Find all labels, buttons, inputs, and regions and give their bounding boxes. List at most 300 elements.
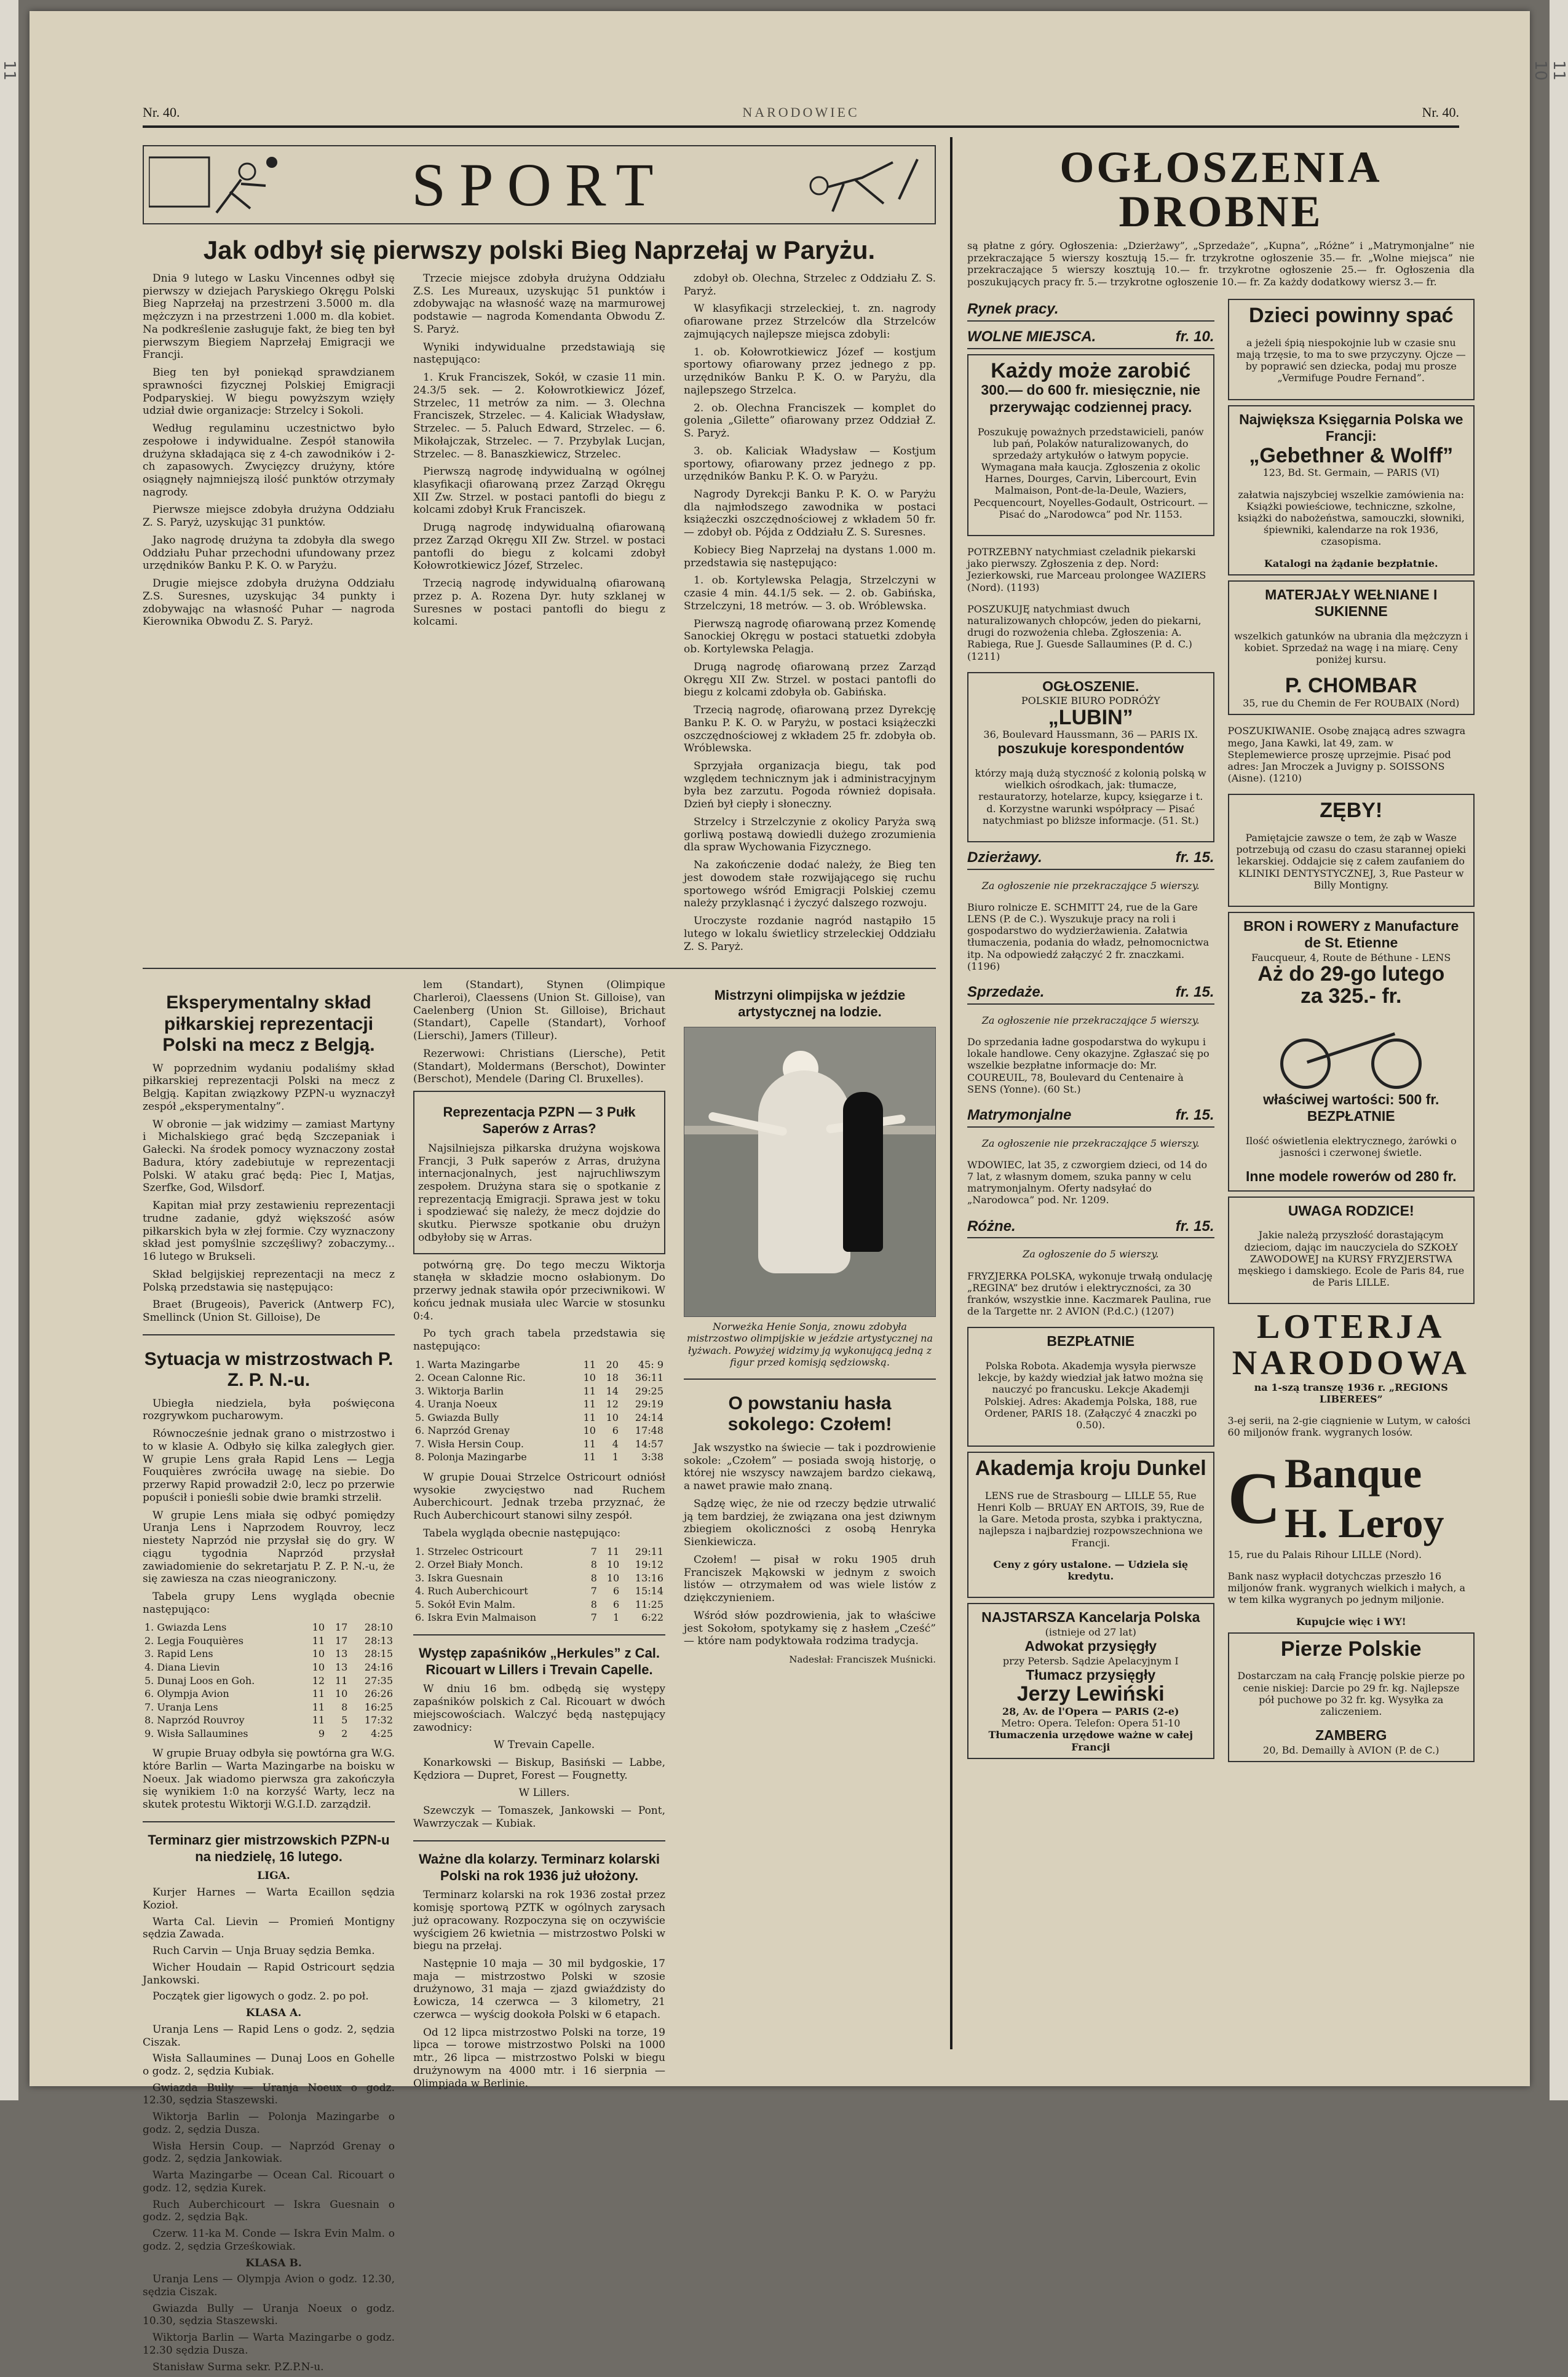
bookstore-address: 123, Bd. St. Germain, — PARIS (VI) <box>1262 467 1439 479</box>
table-row <box>413 1611 665 1624</box>
table-row <box>413 1398 665 1411</box>
travel-text: którzy mają dużą styczność z kolonią polską w wielkich ośrodkach, jak: tłumacze, restauratorzy, hotelarze, kupcy, księgarze i t. d. Korzystne warunki współpracy — Pisać natychmiast po bliższe informacje. (51. St.) <box>975 767 1206 826</box>
sale-subtitle: Za ogłoszenie nie przekraczające 5 wierszy. <box>981 1014 1200 1026</box>
running-paragraph: zdobył ob. Olechna, Strzelec z Oddziału Z. S. Paryż. <box>684 272 936 298</box>
running-paragraph: Według regulaminu uczestnictwo było zespołowe i indywidualne. Zespół stanowiła drużyna składająca się z 4-ch zawodników i 2-ch zapasowych. Zwycięzcy drużyny, które osiągnęły najmniejszą ilość punktów otrzymały nagrody. <box>143 422 395 499</box>
experimental-team-paragraph: W obronie — jak widzimy — zamiast Martyny i Michalskiego grać będą Szczepaniak i Gałecki. Na środek pomocy wyznaczony został Badura, który zadebiutuje w reprezentacji Polski. W ataku grać będą: Piec I, Matjas, Szerfke, God, Wilsdorf. <box>143 1118 395 1195</box>
bicycle-ad <box>1228 912 1475 1192</box>
stat-cell: 5 <box>341 1714 348 1726</box>
bike-wheel-front <box>1280 1038 1331 1089</box>
schedule-item: Kurjer Harnes — Warta Ecaillon sędzia Kozioł. <box>143 1886 395 1912</box>
schedule-item: Ruch Auberchicourt — Iskra Guesnain o godz. 2, sędzia Bąk. <box>143 2198 395 2224</box>
stat-cell: 13 <box>335 1661 348 1673</box>
sport-banner <box>143 145 936 224</box>
schedule-item: Warta Cal. Lievin — Promień Montigny sędzia Zawada. <box>143 1915 395 1941</box>
school-ad <box>1228 1196 1475 1305</box>
sokol-title: O powstaniu hasła sokolego: Czołem! <box>727 1393 892 1435</box>
stat-cell: 17:48 <box>635 1425 663 1437</box>
stat-cell: 10 <box>583 1425 596 1437</box>
chancellery-ad <box>967 1603 1214 1759</box>
stat-cell: 6:22 <box>641 1612 663 1624</box>
experimental-team-paragraph: Rezerwowi: Christians (Liersche), Petit (Standart), Moldermans (Berschot), Dowinter (Berschot), Mendele (Daring Cl. Bruxelles). <box>413 1047 665 1086</box>
sale-label: Sprzedaże. <box>967 984 1045 1001</box>
earnings-subtitle: 300.— do 600 fr. miesięcznie, nie przerywając codziennej pracy. <box>981 382 1201 415</box>
stat-cell: 10 <box>335 1688 348 1700</box>
classified-ads-columns <box>967 294 1475 1767</box>
stat-cell: 1 <box>613 1612 620 1624</box>
running-paragraph: Trzecią nagrodę indywidualną ofiarowaną przez p. A. Rozena Dyr. huty szklanej w Suresnes w postaci pantofli do biegu z kolcami. <box>413 577 665 628</box>
running-paragraph: 1. ob. Kortylewska Pelagja, Strzelczyni w czasie 4 min. 44.1/5 sek. — 2. ob. Gabińska, Strzelczyni, 18 metrów. — 3. ob. Wróblewska. <box>684 574 936 612</box>
sokol-paragraph: Jak wszystko na świecie — tak i pozdrowienie sokole: „Czołem” — posiada swoją historję, o której nie wszyscy nawzajem bardzo ciekawą, a nawet prawie mało znaną. <box>684 1441 936 1493</box>
stat-cell: 29:25 <box>635 1385 663 1397</box>
team-name-cell: 8. Naprzód Rouvroy <box>145 1714 245 1726</box>
feathers-ad <box>1228 1632 1475 1762</box>
fallen-athlete-illustration-icon <box>782 150 924 219</box>
sport-title: SPORT <box>411 150 667 219</box>
bicycle-icon <box>1271 1013 1431 1086</box>
running-paragraph: 3. ob. Kaliciak Władysław — Kostjum sportowy, ofiarowany przez jednego z pp. urzędników Banku P. K. O. w Paryżu. <box>684 445 936 483</box>
championship-title: Sytuacja w mistrzostwach P. Z. P. N.-u. <box>144 1348 394 1391</box>
earnings-title: Każdy może zarobić <box>991 358 1191 382</box>
stat-cell: 7 <box>590 1545 597 1557</box>
light-text: Ilość oświetlenia elektrycznego, żarówki o jasności i czerwonej świetle. <box>1245 1134 1457 1158</box>
section-divider <box>413 1840 665 1841</box>
parents-title: UWAGA RODZICE! <box>1288 1202 1414 1219</box>
parents-text: Jakie należą przyszłość dorastającym dzieciom, dając im nauczyciela do SZKOŁY ZAWODOWEJ na KURSY FRYZJERSTWA męskiego i damskiego. Ecole de Paris 84, rue de Paris LILLE. <box>1238 1229 1465 1289</box>
free-places-heading <box>967 326 1214 349</box>
schedule-item: Wiktorja Barlin — Polonja Mazingarbe o godz. 2, sędzia Dusza. <box>143 2111 395 2136</box>
sale-ad-text: Do sprzedania ładne gospodarstwa do wykupu i lokale handlowe. Ceny okazyjne. Zgłaszać się po wszelkie bezpłatne informacje do: Mr. COUREUIL, 78, Boulevard du Centenaire à SENS (Yonne). (60 St.) <box>967 1036 1210 1095</box>
team-name-cell: 9. Wisła Sallaumines <box>145 1727 248 1739</box>
stat-cell: 24:16 <box>364 1661 393 1673</box>
bookstore-ad <box>1228 405 1475 575</box>
section-divider <box>143 968 936 969</box>
stat-cell: 14:57 <box>635 1438 663 1450</box>
bank-c-icon: C <box>1227 1457 1281 1540</box>
newspaper-sheet <box>30 11 1530 2373</box>
table-row <box>413 1545 665 1559</box>
bike-address: Faucqueur, 4, Route de Béthune - LENS <box>1251 952 1451 964</box>
feathers-title: Pierze Polskie <box>1280 1637 1422 1661</box>
misc-subtitle: Za ogłoszenie do 5 wierszy. <box>1023 1248 1159 1260</box>
section-divider <box>143 1821 395 1822</box>
stat-cell: 28:15 <box>364 1648 393 1660</box>
running-paragraph: Wyniki indywidualne przedstawiają się następująco: <box>413 341 665 366</box>
running-paragraph: Kobiecy Bieg Naprzełaj na dystans 1.000 m. przedstawia się następująco: <box>684 544 936 569</box>
table-row <box>143 1661 395 1674</box>
stat-cell: 10 <box>312 1648 325 1660</box>
team-name-cell: 6. Naprzód Grenay <box>415 1425 510 1437</box>
figure-skater-photo <box>684 1027 936 1317</box>
stat-cell: 12 <box>312 1674 325 1687</box>
schedule-item: Gwiazda Bully — Uranja Noeux o godz. 12.30, sędzia Staszewski. <box>143 2081 395 2107</box>
misc-label: Różne. <box>967 1217 1016 1235</box>
team-name-cell: 4. Uranja Noeux <box>415 1398 497 1410</box>
lawyer-place: przy Petersb. Sądzie Apelacyjnym I <box>1002 1655 1179 1667</box>
background-skater <box>843 1092 883 1252</box>
sport-section <box>143 145 936 2373</box>
translator-title: Tłumacz przysięgły <box>1026 1666 1156 1683</box>
stat-cell: 9 <box>318 1727 325 1739</box>
experimental-team-paragraph: Kapitan miał przy zestawieniu reprezentacji trudne zadanie, gdyż większość asów piłkarskich była w złej formie. Czy wyznaczony skład jest pomyślnie szczęśliwy? zobaczymy... 16 lutego w Brukseli. <box>143 1200 395 1264</box>
stat-cell: 11 <box>583 1385 596 1397</box>
stat-cell: 19:12 <box>635 1559 663 1571</box>
free-lessons-text: Polska Robota. Akademja wysyła pierwsze lekcje, by każdy wiedział jak łatwo można się nauczyć po francusku. Lekcje Akademji Polskiej. Adres: Akademja Polska, 188, rue Ordener, PARIS 18. (Załączyć 4 znaczki po 0.50). <box>978 1360 1203 1431</box>
wanted-person-ad: POSZUKIWANIE. Osobę znającą adres szwagra mego, Jana Kawki, lat 49, zam. w Steplemewierce proszę uprzejmie. Pisać pod adres: Jan Mroczek a Juvigny p. SOISSONS (Aisne). (1210) <box>1227 725 1466 785</box>
light-title: BEZPŁATNIE <box>1307 1108 1395 1125</box>
lease-ad-text: Biuro rolnicze E. SCHMITT 24, rue de la Gare LENS (P. de C.). Wyszukuje pracy na roli i gospodarstwo do wydzierżawienia. Załatwia tłumaczenia, podania do władz, pełnomocnictwa itp. Na odpowiedź załączyć 2 fr. znaczkami. (1196) <box>967 901 1210 972</box>
bike-wheel-back <box>1371 1038 1422 1089</box>
free-places-label: WOLNE MIEJSCA. <box>967 328 1096 345</box>
running-paragraph: Drugie miejsce zdobyła drużyna Oddziału Z.S. Suresnes, uzyskując 34 punkty i zdobywając na własność Puhar — nagroda Kierownika Obwodu Z. S. Paryż. <box>143 577 395 628</box>
team-name-cell: 8. Polonja Mazingarbe <box>415 1451 527 1463</box>
section-divider <box>413 1634 665 1635</box>
championship-paragraph: Równocześnie jednak grano o mistrzostwo i to w klasie A. Odbyło się kilka zaległych gier. W grupie Lens grała Rapid Lens — Legja Fouquières zwróciła uwagę na siebie. Do przerwy Rapid prowadził 2:0, lecz po przerwie popuścił i ponieśli sobie dwie bramki strzelił. <box>143 1428 395 1504</box>
running-paragraph: Drugą nagrodę indywidualną ofiarowaną przez Zarząd Okręgu XII Zw. Strzel. w postaci pantofli do biegu z kolcami zdobył Kołowrotkiewicz Józef, Strzelec. <box>413 521 665 572</box>
stat-cell: 8 <box>590 1572 597 1584</box>
feathers-address: 20, Bd. Demailly à AVION (P. de C.) <box>1263 1744 1439 1756</box>
stat-cell: 7 <box>590 1585 597 1597</box>
schedule-item: Czerw. 11-ka M. Conde — Iskra Evin Malm. o godz. 2, sędzia Grześkowiak. <box>143 2228 395 2253</box>
travel-name: „LUBIN” <box>1048 705 1133 729</box>
team-name-cell: 5. Dunaj Loos en Goh. <box>145 1674 255 1687</box>
matrimonial-heading <box>967 1105 1214 1128</box>
skater-figure <box>758 1070 850 1273</box>
schedule-item: Wicher Houdain — Rapid Ostricourt sędzia Jankowski. <box>143 1961 395 1987</box>
wool-ad <box>1228 580 1475 716</box>
table-row <box>413 1424 665 1438</box>
stat-cell: 11 <box>606 1545 620 1557</box>
running-paragraph: Trzecią nagrodę, ofiarowaną przez Dyrekcję Banku P. K. O. w Paryżu, w postaci książeczki oszczędnościowej z wkładem 25 fr. zdobyła ob. Wróblewska. <box>684 704 936 755</box>
stat-cell: 6 <box>613 1585 620 1597</box>
stat-cell: 17 <box>335 1621 348 1634</box>
schedule-item: LIGA. <box>257 1870 290 1883</box>
table-row <box>143 1701 395 1714</box>
stat-cell: 26:26 <box>364 1688 393 1700</box>
classified-ads-section <box>967 145 1475 2051</box>
ads-column-left <box>967 294 1214 1767</box>
lower-sport-column-1 <box>143 979 395 2377</box>
matrimonial-subtitle: Za ogłoszenie nie przekraczające 5 wierszy. <box>981 1137 1200 1149</box>
stat-cell: 10 <box>312 1621 325 1634</box>
stat-cell: 10 <box>606 1411 619 1423</box>
championship-paragraph: W grupie Lens miała się odbyć pomiędzy Uranja Lens i Naprzodem Rouvroy, lecz niestety Naprzód nie przysłał się do gry. W ciągu tygodnia Naprzód przysłał zawiadomienie do sekretarjatu P. Z. P. N.-u, że się zawiesza na czas nieograniczony. <box>143 1509 395 1586</box>
travel-address: 36, Boulevard Haussmann, 36 — PARIS IX. <box>983 729 1198 741</box>
team-name-cell: 6. Iskra Evin Malmaison <box>415 1612 537 1624</box>
schedule-list <box>143 1870 395 2373</box>
wrestling-paragraph: Szewczyk — Tomaszek, Jankowski — Pont, Wawrzyczak — Kubiak. <box>413 1805 665 1830</box>
running-column-2 <box>413 272 665 958</box>
table-row <box>143 1687 395 1701</box>
lease-subtitle: Za ogłoszenie nie przekraczające 5 wierszy. <box>981 879 1200 892</box>
running-column-1 <box>143 272 395 958</box>
stat-cell: 11 <box>312 1688 325 1700</box>
children-sleep-ad <box>1228 299 1475 400</box>
stat-cell: 10 <box>583 1372 596 1384</box>
wrestling-location: W Lillers. <box>518 1787 570 1800</box>
running-paragraph: Bieg ten był poniekąd sprawdzianem sprawności fizycznej Polskiej Emigracji Podparyskiej. W biegu powyższym wzięły udział dwie organizacje: Strzelcy i Sokoli. <box>143 366 395 417</box>
section-divider <box>684 1378 936 1380</box>
lower-sport-column-3 <box>684 979 936 2377</box>
stat-cell: 1 <box>612 1451 619 1463</box>
stat-cell: 36:11 <box>635 1372 663 1384</box>
championship-paragraph: Tabela wygląda obecnie następująco: <box>423 1527 621 1540</box>
douai-group-table <box>413 1545 665 1624</box>
stat-cell: 6 <box>612 1425 619 1437</box>
running-paragraph: 1. Kruk Franciszek, Sokół, w czasie 11 min. 24.3/5 sek. — 2. Kołowrotkiewicz Józef, Strzelec, 11 metrów za nim. — 3. Olechna Franciszek, Strzelec. — 4. Kaliciak Władysław, Strzelec. — 5. Paluch Edward, Strzelec. — 6. Mikołajczak, Strzelec. — 7. Przybylak Lucjan, Strzelec. — 8. Banaszkiewicz, Strzelec. <box>413 371 665 461</box>
experimental-team-paragraph: Skład belgijskiej reprezentacji na mecz z Polską przedstawia się następująco: <box>143 1268 395 1294</box>
schedule-item: Ruch Carvin — Unja Bruay sędzia Bemka. <box>152 1945 375 1958</box>
table-row <box>413 1411 665 1425</box>
team-name-cell: 1. Warta Mazingarbe <box>415 1358 520 1370</box>
stat-cell: 11 <box>583 1411 596 1423</box>
sale-price: fr. 15. <box>1175 984 1214 1001</box>
photo-title: Mistrzyni olimpijska w jeździe artystycznej na lodzie. <box>714 987 906 1020</box>
classified-ads-title: OGŁOSZENIA DROBNE <box>1059 143 1382 236</box>
stat-cell: 11 <box>583 1451 596 1463</box>
stat-cell: 20 <box>606 1358 619 1370</box>
running-paragraph: Uroczyste rozdanie nagród nastąpiło 15 lutego w lokalu świetlicy strzeleckiej Oddziału Z. S. Paryż. <box>684 915 936 953</box>
schedule-item: Wiktorja Barlin — Warta Mazingarbe o godz. 12.30 sędzia Dusza. <box>143 2332 395 2357</box>
misc-ad-text: FRYZJERKA POLSKA, wykonuje trwałą ondulację „REGINA” bez drutów i elektryczności, za 30 franków, wszystkie inne. Kaczmarek Paulina, rue de la Targette nr. 2 AVION (P.d.C.) (1207) <box>967 1270 1213 1318</box>
lower-sport-columns <box>143 979 936 2377</box>
bike-title: BRON i ROWERY z Manufacture de St. Etienne <box>1243 917 1459 951</box>
free-places-price: fr. 10. <box>1175 328 1214 345</box>
classified-ads-intro: są płatne z góry. Ogłoszenia: „Dzierżawy”, „Sprzedaże”, „Kupna”, „Różne” i „Matrymonjalne” nie przekraczające 5 wierszy kosztują 15.— fr. trzykrotne ogłoszenie 35.— fr. „Wolne miejsca” nie przekraczające 5 wierszy kosztują 10.— fr. trzykrotne ogłoszenie 25.— fr. Ogłoszenia dla poszukujących pracy fr. 5.— trzykrotne ogłoszenie 10.— fr. Za każdy dodatkowy wiersz 3.— fr. <box>967 240 1475 288</box>
stat-cell: 11 <box>312 1634 325 1647</box>
pzpn-box <box>413 1091 665 1254</box>
dental-clinic-ad <box>1228 794 1475 907</box>
stat-cell: 11 <box>583 1438 596 1450</box>
running-paragraph: Strzelcy i Strzelczynie z okolicy Paryża swą gorliwą postawą dowiedli dużego zrozumienia dla spraw Wychowania Fizycznego. <box>684 815 936 854</box>
football-illustration-icon <box>149 150 290 219</box>
bank-name: Banque H. Leroy <box>1285 1449 1444 1547</box>
team-name-cell: 2. Orzeł Biały Monch. <box>415 1559 523 1571</box>
stat-cell: 11 <box>583 1358 596 1370</box>
stat-cell: 4:25 <box>371 1727 393 1739</box>
earnings-body: Poszukuję poważnych przedstawicieli, panów lub pań, Polaków naturalizowanych, do sprzedaży artykułów o łatwym popycie. Wymagana mała kaucja. Zgłoszenia z okolic Harnes, Dourges, Carvin, Libercourt, Evin Malmaison, Pont-de-la-Deule, Waziers, Pecquencourt, Noyelles-Godault, Ostricourt. — Pisać do „Narodowca” pod Nr. 1153. <box>973 425 1208 520</box>
team-name-cell: 4. Ruch Auberchicourt <box>415 1585 528 1597</box>
right-ruler: 11 10 <box>1550 0 1568 2100</box>
running-paragraph: 1. ob. Kołowrotkiewicz Józef — kostjum sportowy ofiarowany przez jednego z pp. urzędników Banku P. K. O. w Paryżu, dla najlepszego Strzelca. <box>684 346 936 397</box>
lottery-title: LOTERJA NARODOWA <box>1232 1308 1470 1383</box>
teeth-text: Pamiętajcie zawsze o tem, że ząb w Wasze potrzebują od czasu do czasu starannej opieki lekarskiej. Oddajcie się z całem zaufaniem do KLINIKI DENTYSTYCZNEJ, 3, Rue Pasteur w Billy Montigny. <box>1236 831 1467 891</box>
championship-paragraph: Ubiegła niedziela, była poświęcona rozgrywkom pucharowym. <box>143 1397 395 1423</box>
translator-contact: Metro: Opera. Telefon: Opera 51-10 <box>1001 1717 1181 1730</box>
translator-address: 28, Av. de l'Opera — PARIS (2-e) <box>1002 1705 1179 1717</box>
cyclists-paragraph: Od 12 lipca mistrzostwo Polski na torze, 19 lipca — torowe mistrzostwo Polski na 1000 mtr., 26 lipca — mistrzostwo Polski w biegu drużynowym na 4000 mtr. i 16 sierpnia — Olimpjada w Berlinie. <box>413 2026 665 2090</box>
championship-paragraph: potwórną grę. Do tego meczu Wiktorja stanęła w składzie mocno osłabionym. Do przerwy jednak stawiła opór przeciwnikowi. W końcu jednak musiała ulec Warcie w stosunku 0:4. <box>413 1259 665 1323</box>
wrestling-title: Występ zapaśników „Herkules” z Cal. Ricouart w Lillers i Trevain Capelle. <box>418 1645 660 1677</box>
chancellery-title: NAJSTARSZA Kancelarja Polska <box>981 1609 1200 1626</box>
bruay-group-table <box>413 1358 665 1464</box>
running-paragraph: Sprzyjała organizacja biegu, tak pod względem technicznym jak i administracyjnym była bez zarzutu. Pogoda również dopisała. Dzień był ciepły i słoneczny. <box>684 759 936 811</box>
schedule-item: Warta Mazingarbe — Ocean Cal. Ricouart o godz. 12, sędzia Kurek. <box>143 2169 395 2194</box>
section-divider <box>143 1334 395 1335</box>
table-title: Tabela grupy Lens wygląda obecnie następująco: <box>143 1590 395 1616</box>
academy-title: Akademja kroju Dunkel <box>975 1457 1206 1481</box>
bike-value: właściwej wartości: 500 fr. <box>1263 1091 1439 1107</box>
bike-price-line: Aż do 29-go lutego <box>1257 962 1445 986</box>
wool-text: wszelkich gatunków na ubrania dla mężczyzn i kobiet. Sprzedaż na wagę i na miarę. Ceny poniżej kursu. <box>1234 630 1468 666</box>
page-number-right: Nr. 40. <box>1422 105 1459 120</box>
team-name-cell: 5. Sokół Evin Malm. <box>415 1598 516 1610</box>
stat-cell: 13:16 <box>635 1572 663 1584</box>
team-name-cell: 3. Wiktorja Barlin <box>415 1385 504 1397</box>
stat-cell: 17:32 <box>364 1714 393 1726</box>
stat-cell: 18 <box>606 1372 619 1384</box>
table-row <box>413 1385 665 1398</box>
running-paragraph: Pierwsze miejsce zdobyła drużyna Oddziału Z. S. Paryż, uzyskując 31 punktów. <box>143 504 395 529</box>
stat-cell: 3:38 <box>641 1451 663 1463</box>
author-note: Nadesłał: Franciszek Muśnicki. <box>789 1653 936 1665</box>
running-paragraph: Pierwszą nagrodę indywidualną w ogólnej klasyfikacji ofiarowaną przez Zarząd Okręgu XII Zw. Strzel. w postaci pantofli do biegu z kolcami zdobył Kruk Franciszek. <box>413 465 665 516</box>
travel-subtitle: POLSKIE BIURO PODRÓŻY <box>1021 695 1160 707</box>
team-name-cell: 2. Ocean Calonne Ric. <box>415 1372 526 1384</box>
translator-text: Tłumaczenia urzędowe ważne w całej Francji <box>988 1729 1194 1753</box>
ads-column-right <box>1228 294 1475 1767</box>
translator-name: Jerzy Lewiński <box>1016 1682 1165 1706</box>
page-divider <box>950 137 952 2049</box>
schedule-title: Terminarz gier mistrzowskich PZPN-u na niedzielę, 16 lutego. <box>148 1832 390 1864</box>
team-name-cell: 6. Olympja Avion <box>145 1688 229 1700</box>
free-lessons-title: BEZPŁATNIE <box>1047 1333 1135 1350</box>
wrestling-paragraph: W dniu 16 bm. odbędą się występy zapaśników polskich z Cal. Ricouart w dwóch miejscowościach. Walczyć będą następujący zawodnicy: <box>413 1683 665 1734</box>
team-name-cell: 3. Rapid Lens <box>145 1648 213 1660</box>
running-article-columns <box>143 272 936 958</box>
experimental-team-title: Eksperymentalny skład piłkarskiej reprezentacji Polski na mecz z Belgją. <box>162 992 375 1056</box>
team-name-cell: 1. Strzelec Ostricourt <box>415 1545 523 1557</box>
stat-cell: 11:25 <box>635 1598 663 1610</box>
schedule-item: Stanisław Surma sekr. P.Z.P.N-u. <box>152 2360 324 2373</box>
schedule-item: Wisła Hersin Coup. — Naprzód Grenay o godz. 2, sędzia Jankowiak. <box>143 2140 395 2165</box>
table-row <box>143 1634 395 1648</box>
running-paragraph: Trzecie miejsce zdobyła drużyna Oddziału Z.S. Les Mureaux, uzyskując 51 punktów i zdobywając na własność wazę na marmurowej podstawie — nagroda Komendanta Obwodu Z. S. Paryż. <box>413 272 665 336</box>
stat-cell: 12 <box>606 1398 619 1410</box>
table-row <box>413 1558 665 1572</box>
stat-cell: 15:14 <box>635 1585 663 1597</box>
pzpn-paragraph: Najsilniejsza piłkarska drużyna wojskowa Francji, 3 Pułk saperów z Arras, drużyna internacjonalnych, jest najruchliwszym zespołem. Drużyna stara się o spotkanie z reprezentacją Emigracji. Sprawa jest w toku i spodziewać się należy, że mecz dojdzie do skutku. Pierwsze spotkanie obu drużyn odbyłoby się w Arras. <box>418 1142 660 1244</box>
bookstore-catalog: Katalogi na żądanie bezpłatnie. <box>1264 557 1438 569</box>
newspaper-name: NARODOWIEC <box>742 105 860 120</box>
schedule-item: KLASA A. <box>245 2007 302 2020</box>
matrimonial-ad-text: WDOWIEC, lat 35, z czworgiem dzieci, od 14 do 7 lat, z własnym domem, szuka panny w celu matrymonjalnym. Oferty nadsyłać do „Narodowca” pod. Nr. 1209. <box>967 1158 1208 1206</box>
stat-cell: 28:10 <box>364 1621 393 1634</box>
stat-cell: 28:13 <box>364 1634 393 1647</box>
stat-cell: 8 <box>590 1598 597 1610</box>
team-name-cell: 3. Iskra Guesnain <box>415 1572 503 1584</box>
cyclists-paragraph: Terminarz kolarski na rok 1936 został przez komisję sportową PZTK w ogólnych zarysach już opracowany. Rozpoczyna się on oczywiście wyścigiem 26 kwietnia — mistrzostwo Polski w biegu na przełaj. <box>413 1889 665 1953</box>
stat-cell: 13 <box>335 1648 348 1660</box>
boys-wanted-ad: POSZUKUJĘ natychmiast dwuch naturalizowanych chłopców, jeden do piekarni, drugi do rozwożenia chleba. Zgłoszenia: A. Rabiega, Rue J. Guesde Sallaumines (P. d. C.) (1211) <box>967 603 1202 662</box>
sale-heading <box>967 982 1214 1005</box>
running-paragraph: W klasyfikacji strzeleckiej, t. zn. nagrody ofiarowane przez Strzelców dla Strzelców zajmujących najlepsze miejsca zdobyli: <box>684 303 936 341</box>
table-row <box>413 1438 665 1451</box>
sokol-paragraph: Sądzę więc, że nie od rzeczy będzie utrwalić ją tem bardziej, że związana ona jest dziwnym zbiegiem okoliczności z osobą Henryka Sienkiewicza. <box>684 1497 936 1549</box>
team-name-cell: 1. Gwiazda Lens <box>145 1621 227 1634</box>
schedule-item: Uranja Lens — Rapid Lens o godz. 2, sędzia Ciszak. <box>143 2023 395 2049</box>
table-row <box>143 1674 395 1688</box>
bookstore-name: „Gebethner & Wolff” <box>1249 443 1454 467</box>
table-row <box>143 1621 395 1634</box>
stat-cell: 11 <box>312 1701 325 1713</box>
stat-cell: 11 <box>583 1398 596 1410</box>
lease-heading <box>967 847 1214 870</box>
stat-cell: 7 <box>590 1612 597 1624</box>
children-sleep-text: a jeżeli śpią niespokojnie lub w czasie snu mają trzęsie, to ma to swe przyczyny. Ojcze — by poprawić sen dziecka, podaj mu prosze „Vermifuge Poudre Fernand”. <box>1236 336 1466 384</box>
wrestling-location: W Trevain Capelle. <box>493 1739 595 1752</box>
experimental-team-paragraph: Braet (Brugeois), Paverick (Antwerp FC), Smellinck (Union St. Gilloise), De <box>143 1299 395 1324</box>
other-models: Inne modele rowerów od 280 fr. <box>1245 1168 1457 1185</box>
stat-cell: 29:11 <box>635 1545 663 1557</box>
photo-caption: Norweżka Henie Sonja, znowu zdobyła mistrzostwo olimpijskie w jeździe artystycznej na łyżwach. Powyżej widzimy ją wykonującą jedną z figur przed komisją sędziowską. <box>686 1320 933 1369</box>
schedule-item: KLASA B. <box>245 2256 302 2269</box>
sokol-paragraph: Wśród słów pozdrowienia, jak to właściwe jest Sokołom, spotykamy się z hasłem „Cześć” — które nam podyktowała rodzima tradycja. <box>684 1609 936 1648</box>
stat-cell: 11 <box>335 1674 348 1687</box>
stat-cell: 14 <box>606 1385 619 1397</box>
lottery-subtitle: na 1-szą transzę 1936 r. „REGIONS LIBEREES” <box>1254 1381 1448 1406</box>
feathers-text: Dostarczam na całą Francję polskie pierze po cenie niskiej: Darcie po 29 fr. kg. Najlepsze pół puchowe po 32 fr. kg. Wysyłka za zaliczeniem. <box>1237 1670 1465 1718</box>
running-paragraph: Dnia 9 lutego w Lasku Vincennes odbył się pierwszy w dziejach Paryskiego Okręgu Polski Bieg Naprzełaj na przestrzeni 3.5000 m. dla mężczyzn i na przestrzeni 1.000 m. dla kobiet. Na podkreślenie zasługuje fakt, że bieg ten był pierwszym Biegiem Naprzełaj Emigracji we Francji. <box>143 272 395 362</box>
travel-title: OGŁOSZENIE. <box>1042 678 1139 694</box>
schedule-item: Wisła Sallaumines — Dunaj Loos en Gohelle o godz. 2, sędzia Kubiak. <box>143 2052 395 2078</box>
misc-heading <box>967 1216 1214 1239</box>
free-lessons-ad <box>967 1327 1214 1447</box>
lease-price: fr. 15. <box>1175 848 1214 866</box>
schedule-item: Uranja Lens — Olympja Avion o godz. 12.30, sędzia Ciszak. <box>143 2273 395 2298</box>
running-paragraph: Jako nagrodę drużyna ta zdobyła dla swego Oddziału Puhar przechodni ufundowany przez urzędników Banku P. K. O. w Paryżu. <box>143 534 395 572</box>
lawyer-title: Adwokat przysięgły <box>1024 1637 1157 1654</box>
cyclists-paragraph: Następnie 10 maja — 30 mil bydgoskie, 17 maja — mistrzostwo Polski w szosie drużynowo, 31 maja — zjazd gwiaździsty do Łowicza, 14 czerwca — 3 kilometry, 21 czerwca — wyścig dookoła Polski w 6 etapach. <box>413 1958 665 2021</box>
schedule-item: Początek gier ligowych o godz. 2. po poł. <box>152 1990 369 2003</box>
running-paragraph: Nagrody Dyrekcji Banku P. K. O. w Paryżu dla najmłodszego zawodnika w postaci książeczki oszczędnościowej z wkładem 50 fr. — zdobył ob. Pójda z Oddziału Z. S. Suresnes. <box>684 488 936 539</box>
stat-cell: 24:14 <box>635 1411 663 1423</box>
bank-address: 15, rue du Palais Rihour LILLE (Nord). <box>1227 1548 1422 1560</box>
wool-name: P. CHOMBAR <box>1285 674 1417 698</box>
team-name-cell: 2. Legja Fouquières <box>145 1634 244 1647</box>
experimental-team-paragraph: W poprzednim wydaniu podaliśmy skład piłkarskiej reprezentacji Polski na mecz z Belgją. Kapitan związkowy PZPN-u wyznaczył zespół „eksperymentalny”. <box>143 1062 395 1113</box>
matrimonial-label: Matrymonjalne <box>967 1106 1072 1123</box>
wool-title: MATERJAŁY WEŁNIANE I SUKIENNE <box>1265 586 1438 620</box>
stat-cell: 10 <box>312 1661 325 1673</box>
table-row <box>143 1714 395 1727</box>
academy-price: Ceny z góry ustalone. — Udziela się kredytu. <box>993 1558 1189 1582</box>
table-row <box>413 1572 665 1585</box>
feathers-name: ZAMBERG <box>1315 1727 1387 1744</box>
wrestling-paragraph: Konarkowski — Biskup, Basiński — Labbe, Kędziora — Dupret, Forest — Fougnetty. <box>413 1757 665 1782</box>
bookstore-text: załatwia najszybciej wszelkie zamówienia na: Książki powieściowe, techniczne, szkolne, książki do nabożeństwa, samouczki, słowniki, śpiewniki, kalendarze na rok 1936, czasopisma. <box>1237 488 1465 548</box>
team-name-cell: 7. Wisła Hersin Coup. <box>415 1438 524 1450</box>
championship-paragraph: Po tych grach tabela przedstawia się następująco: <box>413 1327 665 1353</box>
lease-label: Dzierżawy. <box>967 848 1042 866</box>
stat-cell: 8 <box>341 1701 348 1713</box>
left-ruler: 11 <box>0 0 18 2100</box>
teeth-title: ZĘBY! <box>1320 799 1383 823</box>
running-paragraph: Drugą nagrodę ofiarowaną przez Zarząd Okręgu XII Zw. Strzel. w postaci pantofli do biegu z kolcami zdobyła ob. Gabińska. <box>684 660 936 699</box>
page-header <box>143 105 1459 128</box>
tailoring-academy-ad <box>967 1452 1214 1598</box>
running-column-3 <box>684 272 936 958</box>
table-row <box>413 1450 665 1464</box>
table-row <box>413 1371 665 1385</box>
stat-cell: 11 <box>312 1714 325 1726</box>
earnings-ad <box>967 354 1214 536</box>
stat-cell: 27:35 <box>364 1674 393 1687</box>
stat-cell: 8 <box>590 1559 597 1571</box>
chancellery-subtitle: (istnieje od 27 lat) <box>1045 1626 1136 1638</box>
main-headline: Jak odbył się pierwszy polski Bieg Naprzełaj w Paryżu. <box>203 235 876 264</box>
stat-cell: 6 <box>613 1598 620 1610</box>
